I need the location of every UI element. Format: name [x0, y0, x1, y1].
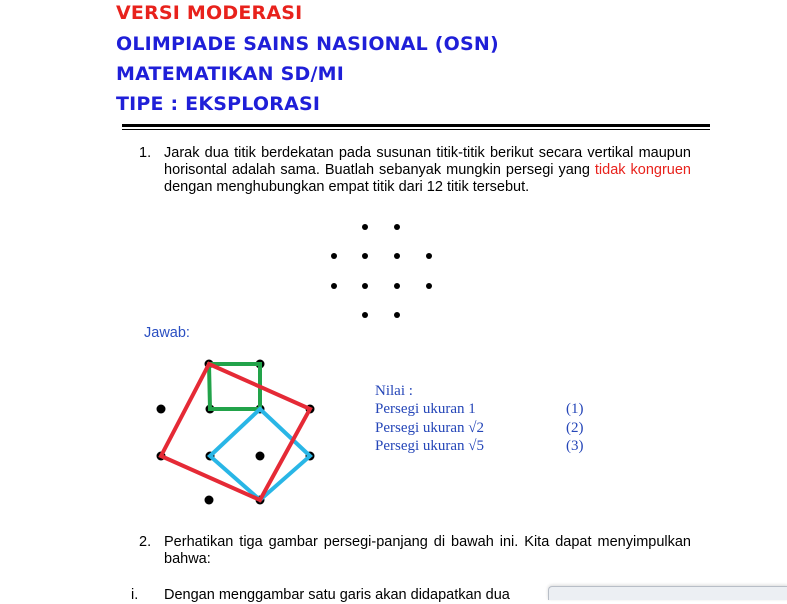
question-2-text: Perhatikan tiga gambar persegi-panjang di bawah ini. Kita dapat menyimpulkan bahwa: — [164, 534, 691, 567]
header-version-title: VERSI MODERASI — [116, 2, 303, 24]
grid-dot — [426, 283, 432, 289]
header-olympiad-title: OLIMPIADE SAINS NASIONAL (OSN) — [116, 33, 499, 55]
legend-label-size-root2: Persegi ukuran √2 — [375, 420, 485, 436]
legend-title: Nilai : — [375, 383, 413, 399]
question-2-number: 2. — [139, 534, 152, 550]
grid-dot — [426, 253, 432, 259]
grid-dot — [394, 224, 400, 230]
question-1-text-after: dengan menghubungkan empat titik dari 12 titik tersebut. — [164, 179, 530, 195]
grid-dot — [362, 283, 368, 289]
answer-dot — [205, 496, 214, 505]
header-divider-thick — [122, 124, 710, 127]
square-size-1 — [209, 364, 260, 409]
question-1-highlight: tidak kongruen — [594, 162, 691, 178]
grid-dot — [394, 312, 400, 318]
header-divider-thin — [122, 129, 710, 130]
notification-popup[interactable] — [548, 586, 787, 600]
question-2-item-text: Dengan menggambar satu garis akan didapatkan dua — [164, 587, 510, 603]
header-type-title: TIPE : EKSPLORASI — [116, 93, 321, 115]
question-1-text — [164, 145, 691, 196]
question-1-text-before: Jarak dua titik berdekatan pada susunan titik-titik berikut secara vertikal maupun horisontal adalah sama. Buatlah sebanyak mungkin persegi yang — [164, 145, 691, 178]
header-subject-title: MATEMATIKAN SD/MI — [116, 63, 344, 85]
grid-dot — [331, 253, 337, 259]
answer-dot — [256, 452, 265, 461]
grid-dot — [362, 224, 368, 230]
question-1-number: 1. — [139, 145, 152, 161]
legend-value-3: (3) — [566, 438, 584, 454]
answer-label: Jawab: — [144, 325, 190, 341]
grid-dot — [331, 283, 337, 289]
legend-label-size-1: Persegi ukuran 1 — [375, 401, 476, 417]
legend-value-1: (1) — [566, 401, 584, 417]
grid-dot — [362, 253, 368, 259]
grid-dot — [362, 312, 368, 318]
grid-dot — [394, 253, 400, 259]
answer-dot — [157, 405, 166, 414]
answer-diagram — [140, 350, 340, 515]
question-2-item-marker: i. — [131, 587, 139, 603]
legend-label-size-root5: Persegi ukuran √5 — [375, 438, 485, 454]
grid-dot — [394, 283, 400, 289]
legend-value-2: (2) — [566, 420, 584, 436]
